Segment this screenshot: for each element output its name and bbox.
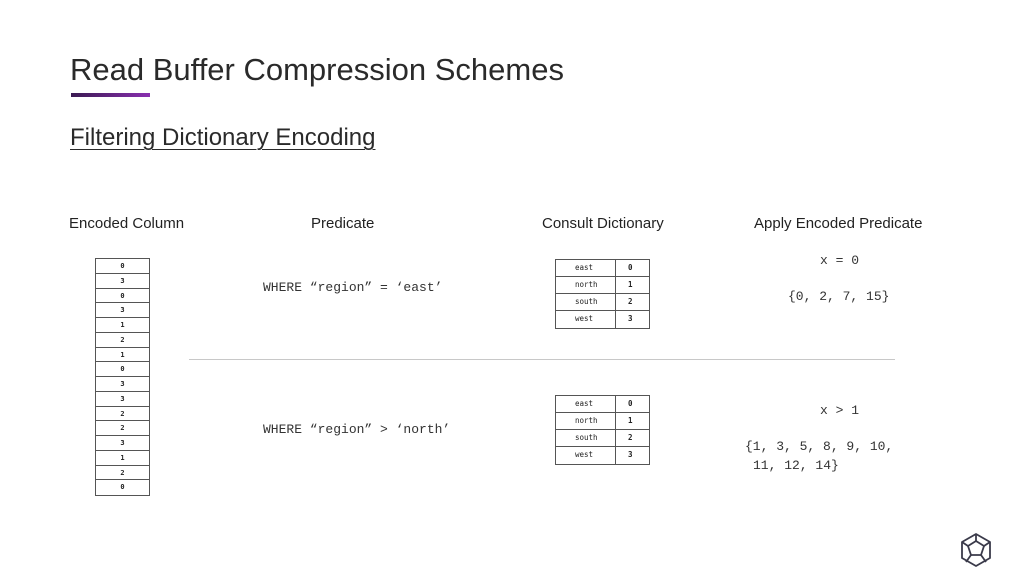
dictionary-value: 0 [628, 263, 633, 272]
dictionary-row [556, 311, 649, 328]
encoded-column-cell: 3 [96, 303, 149, 318]
encoded-predicate-top: x = 0 [820, 253, 860, 268]
slide-title: Read Buffer Compression Schemes [70, 52, 564, 87]
dictionary-row [556, 277, 649, 294]
slide-subtitle: Filtering Dictionary Encoding [70, 124, 376, 151]
predicate-top: WHERE “region” = ‘east’ [263, 280, 443, 295]
dictionary-key: north [556, 277, 616, 293]
encoded-column-cell: 1 [96, 451, 149, 466]
dictionary-value: 2 [628, 297, 633, 306]
encoded-column-cell: 3 [96, 436, 149, 451]
encoded-column-cell: 0 [120, 483, 125, 492]
encoded-predicate-bottom: x > 1 [820, 403, 860, 418]
header-consult-dictionary: Consult Dictionary [542, 215, 664, 232]
encoded-column-cell: 3 [96, 274, 149, 289]
dictionary-key: east [556, 396, 616, 412]
header-predicate: Predicate [311, 215, 375, 232]
header-encoded-column: Encoded Column [69, 215, 185, 232]
encoded-column-cell: 2 [96, 466, 149, 481]
dictionary-row [556, 294, 649, 311]
dodecahedron-logo-icon [958, 532, 994, 568]
encoded-column-cell: 3 [96, 377, 149, 392]
encoded-column-cell: 1 [96, 348, 149, 363]
title-accent-bar [71, 93, 150, 97]
encoded-column-cell: 3 [96, 392, 149, 407]
encoded-column-cell: 1 [96, 318, 149, 333]
dictionary-value: 0 [628, 399, 633, 408]
dictionary-key: west [556, 311, 616, 328]
encoded-column-cell: 2 [96, 407, 149, 422]
encoded-result-bottom-line1: {1, 3, 5, 8, 9, 10, [745, 439, 894, 454]
dictionary-row [556, 396, 649, 413]
encoded-column-cell: 2 [96, 333, 149, 348]
dictionary-row [556, 260, 649, 277]
section-divider [189, 359, 895, 360]
dictionary-row [556, 413, 649, 430]
dictionary-key: south [556, 430, 616, 446]
dictionary-value: 1 [628, 280, 633, 289]
encoded-column-table [95, 258, 150, 496]
dictionary-key: north [556, 413, 616, 429]
dictionary-value: 1 [628, 416, 633, 425]
dictionary-key: west [556, 447, 616, 464]
dictionary-row [556, 447, 649, 464]
encoded-result-top: {0, 2, 7, 15} [788, 289, 890, 304]
encoded-column-cell: 0 [96, 259, 149, 274]
encoded-column-cell: 0 [96, 289, 149, 304]
dictionary-key: east [556, 260, 616, 276]
dictionary-row [556, 430, 649, 447]
encoded-column-cell: 0 [96, 362, 149, 377]
dictionary-value: 3 [628, 314, 633, 323]
dictionary-value: 2 [628, 433, 633, 442]
header-apply-encoded-predicate: Apply Encoded Predicate [754, 215, 923, 232]
dictionary-table-top [555, 259, 650, 329]
encoded-column-cell: 2 [96, 421, 149, 436]
predicate-bottom: WHERE “region” > ‘north’ [263, 422, 451, 437]
encoded-result-bottom-line2: 11, 12, 14} [753, 458, 839, 473]
dictionary-key: south [556, 294, 616, 310]
dictionary-table-bottom [555, 395, 650, 465]
dictionary-value: 3 [628, 450, 633, 459]
